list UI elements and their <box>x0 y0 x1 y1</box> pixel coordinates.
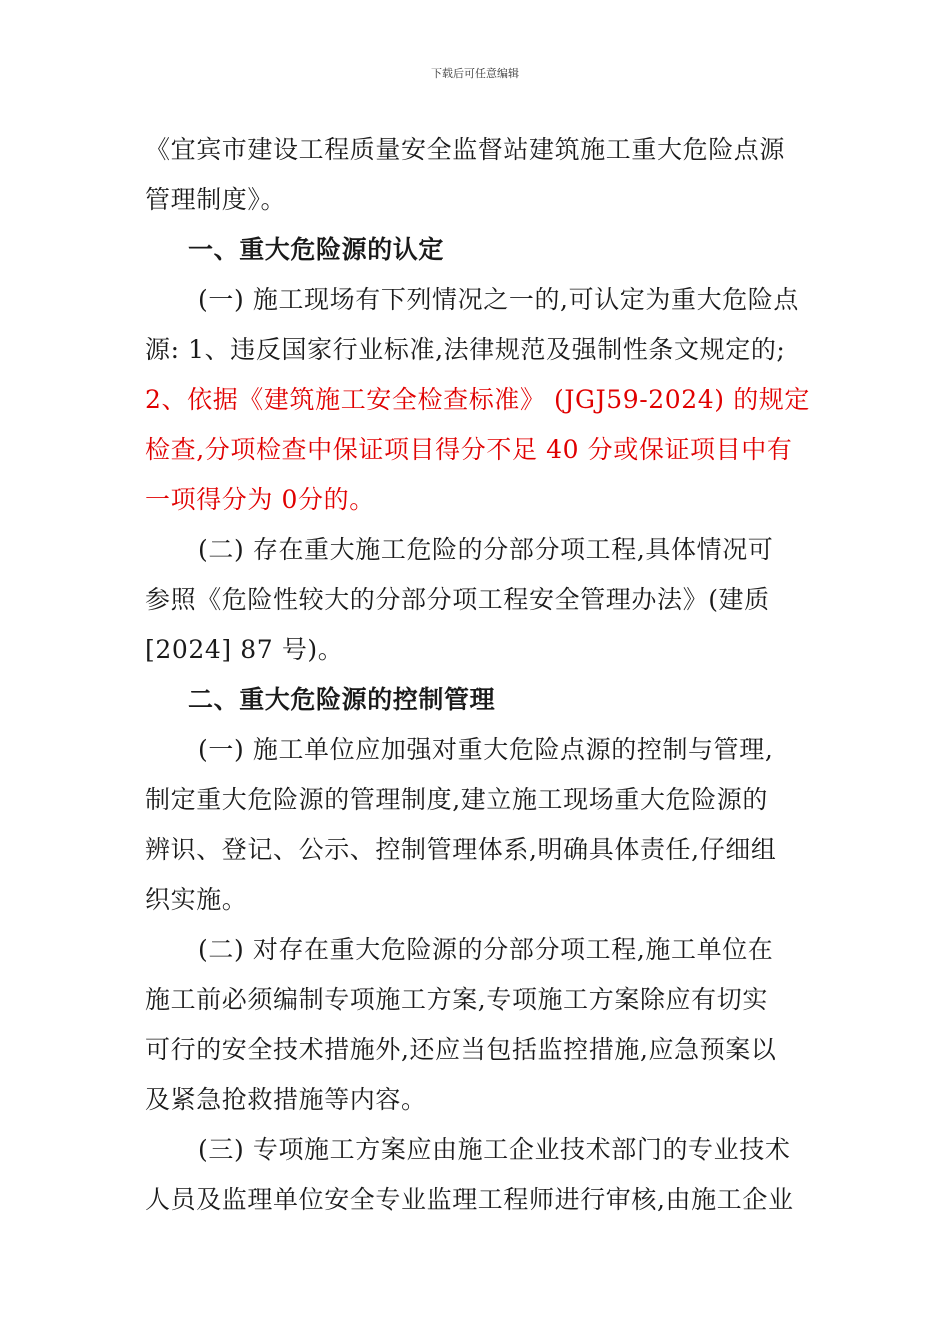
section-heading: 二、重大危险源的控制管理 <box>188 685 496 714</box>
paragraph-line: (三) 专项施工方案应由施工企业技术部门的专业技术 <box>198 1135 791 1164</box>
highlighted-line: 检查,分项检查中保证项目得分不足 40 分或保证项目中有 <box>145 435 793 464</box>
paragraph-line: 人员及监理单位安全专业监理工程师进行审核,由施工企业 <box>145 1185 794 1214</box>
paragraph-line: 及紧急抢救措施等内容。 <box>145 1085 427 1114</box>
paragraph-line: (二) 存在重大施工危险的分部分项工程,具体情况可 <box>198 535 774 564</box>
paragraph-line: 织实施。 <box>145 885 248 914</box>
paragraph-line: (二) 对存在重大危险源的分部分项工程,施工单位在 <box>198 935 774 964</box>
paragraph-line: 辨识、登记、公示、控制管理体系,明确具体责任,仔细组 <box>145 835 777 864</box>
paragraph-line: (一) 施工单位应加强对重大危险点源的控制与管理, <box>198 735 774 764</box>
paragraph-line: 《宜宾市建设工程质量安全监督站建筑施工重大危险点源 <box>145 135 786 164</box>
highlighted-line: 2、依据《建筑施工安全检查标准》 (JGJ59-2024) 的规定 <box>145 385 811 414</box>
paragraph-line: (一) 施工现场有下列情况之一的,可认定为重大危险点 <box>198 285 800 314</box>
paragraph-line: 参照《危险性较大的分部分项工程安全管理办法》(建质 <box>145 585 770 614</box>
page-header: 下载后可任意编辑 <box>431 67 519 80</box>
section-heading: 一、重大危险源的认定 <box>188 235 445 264</box>
paragraph-line: 制定重大危险源的管理制度,建立施工现场重大危险源的 <box>145 785 768 814</box>
paragraph-line: 可行的安全技术措施外,还应当包括监控措施,应急预案以 <box>145 1035 777 1064</box>
paragraph-line: 源: 1、违反国家行业标准,法律规范及强制性条文规定的; <box>145 335 786 364</box>
paragraph-line: 施工前必须编制专项施工方案,专项施工方案除应有切实 <box>145 985 768 1014</box>
highlighted-line: 一项得分为 0分的。 <box>145 485 375 514</box>
paragraph-line: [2024] 87 号)。 <box>145 635 344 664</box>
paragraph-line: 管理制度》。 <box>145 185 287 214</box>
